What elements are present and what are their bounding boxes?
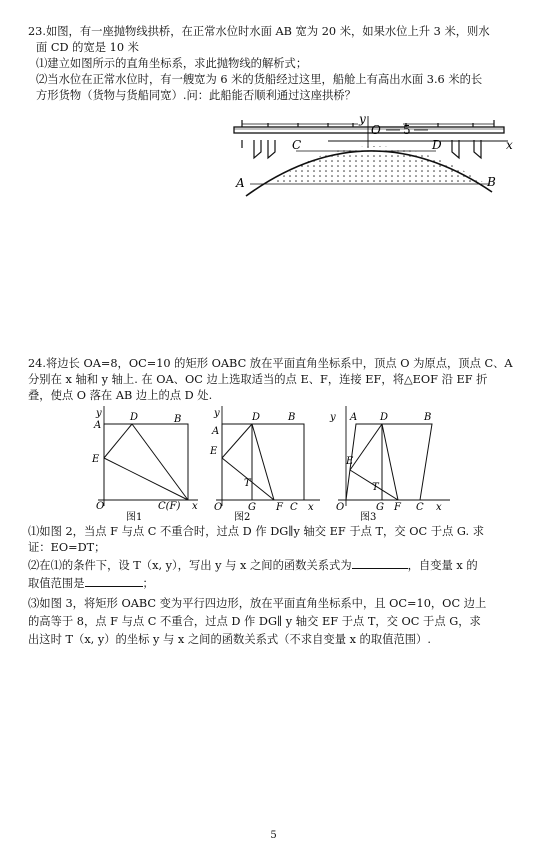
- q24-line-3: 叠，使点 O 落在 AB 边上的点 D 处.: [28, 389, 213, 402]
- q24-line-1: 24.将边长 OA=8，OC=10 的矩形 OABC 放在平面直角坐标系中，顶点 O 为原点，顶点 C、A: [28, 357, 513, 370]
- q24-part-3b: 的高等于 8，点 F 与点 C 不重合，过点 D 作 DG∥ y 轴交 EF 于点 T，交 OC 于点 G，求: [28, 615, 481, 628]
- svg-text:G: G: [376, 502, 384, 513]
- svg-text:T: T: [372, 482, 379, 493]
- svg-text:D: D: [252, 412, 261, 423]
- svg-text:x: x: [192, 501, 198, 512]
- q23-part-2a: ⑵当水位在正常水位时，有一艘宽为 6 米的货船经过这里，船舱上有高出水面 3.6 米的长: [36, 73, 483, 86]
- svg-text:E: E: [346, 456, 354, 467]
- answer-blank-2[interactable]: [85, 576, 143, 587]
- svg-text:C(F): C(F): [158, 501, 181, 512]
- svg-text:C: C: [290, 502, 298, 513]
- figure-2: [204, 404, 324, 522]
- figure-1: [86, 404, 200, 522]
- svg-text:A: A: [212, 426, 220, 437]
- q24-part-2b: [28, 576, 154, 591]
- svg-text:D: D: [380, 412, 389, 423]
- svg-text:y: y: [330, 412, 336, 423]
- svg-text:y: y: [96, 408, 102, 419]
- svg-text:B: B: [288, 412, 296, 423]
- svg-text:T: T: [244, 478, 251, 489]
- q23-part-1: ⑴建立如图所示的直角坐标系，求此抛物线的解析式；: [36, 57, 308, 70]
- svg-text:A: A: [350, 412, 358, 423]
- q24-part-3c: 出这时 T（x, y）的坐标 y 与 x 之间的函数关系式（不求自变量 x 的取值范围）.: [28, 633, 431, 646]
- label-y: y: [359, 114, 366, 126]
- svg-text:G: G: [248, 502, 256, 513]
- q24-part-2b-post: ；: [142, 577, 154, 590]
- page-number: 5: [270, 830, 277, 841]
- svg-text:F: F: [276, 502, 283, 513]
- svg-text:F: F: [394, 502, 401, 513]
- svg-text:A: A: [94, 420, 102, 431]
- label-d: D: [432, 138, 442, 152]
- svg-text:E: E: [210, 446, 218, 457]
- label-c: C: [292, 138, 302, 152]
- fig3-caption: 图3: [360, 512, 377, 522]
- svg-text:y: y: [214, 408, 220, 419]
- figure-3: [324, 404, 454, 522]
- bridge-deck: [234, 127, 504, 133]
- label-o: O: [371, 123, 381, 137]
- label-b: B: [487, 175, 496, 189]
- q23-line-1: 23.如图，有一座抛物线拱桥，在正常水位时水面 AB 宽为 20 米，如果水位上升 3 米，则水: [28, 25, 490, 38]
- svg-text:B: B: [424, 412, 432, 423]
- q24-part-2a: [28, 558, 478, 573]
- q24-part-2b-pre: 取值范围是: [28, 577, 85, 590]
- svg-text:O: O: [96, 501, 105, 512]
- svg-text:x: x: [308, 502, 314, 513]
- q24-line-2: 分别在 x 轴和 y 轴上. 在 OA、OC 边上选取适当的点 E、F，连接 EF，将△EOF 沿 EF 折: [28, 373, 488, 386]
- svg-text:B: B: [174, 414, 182, 425]
- svg-text:x: x: [436, 502, 442, 513]
- q24-part-3a: ⑶如图 3，将矩形 OABC 变为平行四边形，放在平面直角坐标系中，且 OC=10，OC 边上: [28, 597, 487, 610]
- svg-text:O: O: [214, 502, 223, 513]
- svg-text:D: D: [130, 412, 139, 423]
- svg-text:C: C: [416, 502, 424, 513]
- q24-part-1b: 证：EO=DT；: [28, 541, 106, 554]
- bridge-figure: [228, 114, 518, 206]
- q24-part-2a-pre: ⑵在⑴的条件下，设 T（x, y），写出 y 与 x 之间的函数关系式为: [28, 559, 352, 572]
- fig1-caption: 图1: [126, 512, 143, 522]
- label-five: 5: [403, 123, 411, 137]
- q24-part-2a-post: ，自变量 x 的: [407, 559, 478, 572]
- q24-part-1a: ⑴如图 2，当点 F 与点 C 不重合时，过点 D 作 DG∥y 轴交 EF 于点 T，交 OC 于点 G. 求: [28, 525, 485, 538]
- q23-part-2b: 方形货物（货物与货船同宽）.问：此船能否顺利通过这座拱桥？: [36, 89, 356, 102]
- q23-line-2: 面 CD 的宽是 10 米: [36, 41, 139, 54]
- answer-blank-1[interactable]: [352, 558, 408, 569]
- label-x: x: [506, 138, 513, 152]
- svg-text:O: O: [336, 502, 345, 513]
- svg-text:E: E: [92, 454, 100, 465]
- fig2-caption: 图2: [234, 512, 251, 522]
- label-a: A: [236, 176, 245, 190]
